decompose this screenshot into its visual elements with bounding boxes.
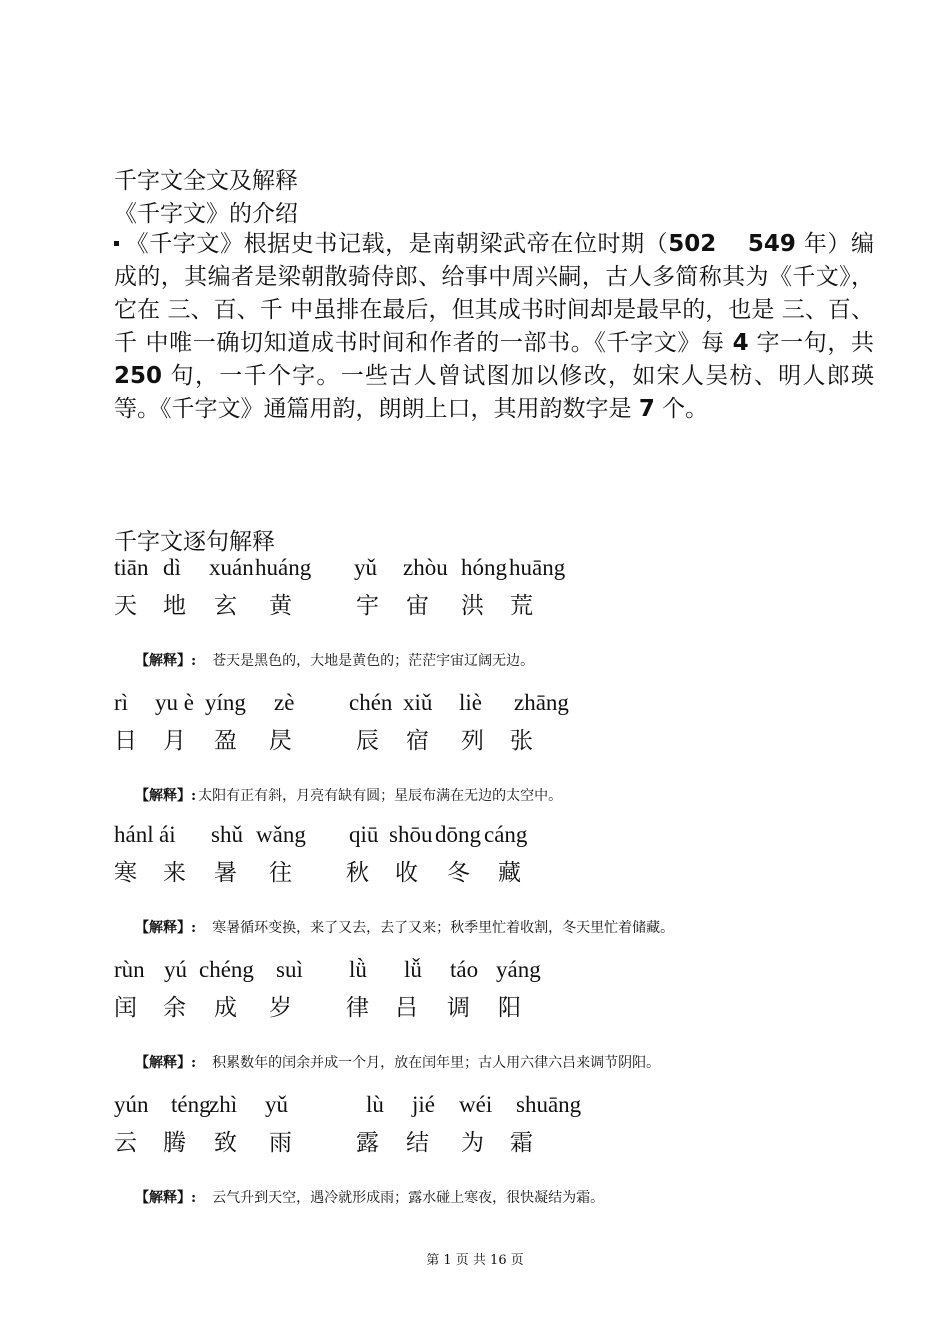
pinyin-syllable: lǚ [404, 957, 422, 982]
explanation-label: 【解释】: [135, 1190, 197, 1206]
explanation-label: 【解释】: [135, 653, 197, 669]
hanzi-character: 律 [346, 995, 369, 1021]
hanzi-character: 张 [510, 728, 533, 754]
number-seven: 7 [638, 396, 655, 422]
hanzi-character: 昃 [269, 728, 292, 754]
hanzi-character: 宿 [406, 728, 429, 754]
pinyin-syllable: yu è [155, 690, 194, 715]
hanzi-character: 闰 [114, 995, 137, 1021]
pinyin-syllable: rùn [114, 957, 145, 982]
explanation-label: 【解释】: [135, 920, 197, 936]
pinyin-syllable: xuán [209, 555, 254, 580]
hanzi-character: 腾 [163, 1130, 186, 1156]
pinyin-syllable: lǜ [349, 957, 367, 982]
hanzi-character: 宇 [356, 593, 379, 619]
hanzi-character: 雨 [269, 1130, 292, 1156]
hanzi-character: 黄 [269, 593, 292, 619]
hanzi-character: 吕 [395, 995, 418, 1021]
pinyin-syllable: ái [159, 822, 176, 847]
pinyin-syllable: tiān [114, 555, 149, 580]
year-end: 549 [747, 231, 796, 257]
hanzi-character: 玄 [214, 593, 237, 619]
intro-text-1: 《千字文》根据史书记载，是南朝梁武帝在位时期（ [125, 231, 669, 257]
pinyin-syllable: suì [276, 957, 303, 982]
hanzi-character: 天 [114, 593, 137, 619]
pinyin-syllable: yún [114, 1092, 149, 1117]
year-start: 502 [668, 231, 717, 257]
pinyin-syllable: dōng [435, 822, 481, 847]
hanzi-character: 月 [163, 728, 186, 754]
hanzi-character: 往 [269, 860, 292, 886]
section-heading: 千字文逐句解释 [114, 529, 275, 555]
hanzi-character: 霜 [510, 1130, 533, 1156]
explanation-label: 【解释】: [135, 788, 197, 804]
intro-paragraph [114, 228, 874, 426]
hanzi-character: 阳 [498, 995, 521, 1021]
pinyin-syllable: yǔ [354, 555, 377, 580]
hanzi-character: 暑 [214, 860, 237, 886]
hanzi-character: 冬 [447, 860, 470, 886]
hanzi-character: 露 [356, 1130, 379, 1156]
pinyin-syllable: xiǔ [403, 690, 433, 715]
pinyin-syllable: hóng [461, 555, 507, 580]
hanzi-character: 藏 [498, 860, 521, 886]
hanzi-character: 宙 [406, 593, 429, 619]
pinyin-syllable: shǔ [211, 822, 243, 847]
pinyin-syllable: wéi [459, 1092, 493, 1117]
hanzi-character: 辰 [356, 728, 379, 754]
verse-explanation [135, 1187, 604, 1207]
pinyin-syllable: téng [171, 1092, 211, 1117]
hanzi-character: 余 [163, 995, 186, 1021]
pinyin-syllable: zhì [209, 1092, 238, 1117]
pinyin-syllable: liè [459, 690, 482, 715]
verse-explanation [135, 917, 674, 937]
hanzi-character: 寒 [114, 860, 137, 886]
hanzi-character: 调 [447, 995, 470, 1021]
hanzi-character: 荒 [510, 593, 533, 619]
hanzi-character: 收 [395, 860, 418, 886]
pinyin-syllable: hánl [114, 822, 154, 847]
hanzi-character: 盈 [214, 728, 237, 754]
pinyin-syllable: yǔ [265, 1092, 288, 1117]
intro-heading: 《千字文》的介绍 [114, 201, 298, 227]
verse-explanation [135, 650, 534, 670]
pinyin-syllable: zhāng [514, 690, 569, 715]
hanzi-character: 为 [461, 1130, 484, 1156]
pinyin-syllable: wǎng [256, 822, 306, 847]
intro-text-2: 年）编成的，其编者是梁朝散骑侍郎、给事中周兴嗣，古人多简称其为《千文》，它在 三、百、千 中虽排在最后，但其成书时间却是最早的，也是 三、百、千 中唯一确切知道成书时间和作者的一部书。《千字文》每 [114, 231, 874, 356]
pinyin-syllable: chén [349, 690, 393, 715]
explanation-text: 积累数年的闰余并成一个月，放在闰年里；古人用六律六吕来调节阴阳。 [212, 1055, 661, 1071]
pinyin-syllable: rì [114, 690, 129, 715]
number-250: 250 [114, 363, 163, 389]
explanation-text: 云气升到天空，遇冷就形成雨；露水碰上寒夜，很快凝结为霜。 [212, 1190, 605, 1206]
pinyin-syllable: táo [450, 957, 479, 982]
hanzi-character: 来 [163, 860, 186, 886]
pinyin-syllable: huáng [255, 555, 312, 580]
intro-text-3: 字一句，共 [756, 330, 875, 356]
hanzi-character: 成 [214, 995, 237, 1021]
pinyin-syllable: jié [412, 1092, 435, 1117]
explanation-text: 太阳有正有斜，月亮有缺有圆；星辰布满在无边的太空中。 [198, 788, 563, 804]
pinyin-syllable: lù [366, 1092, 384, 1117]
pinyin-syllable: shōu [389, 822, 433, 847]
explanation-text: 苍天是黑色的，大地是黄色的；茫茫宇宙辽阔无边。 [212, 653, 535, 669]
hanzi-character: 云 [114, 1130, 137, 1156]
pinyin-syllable: chéng [199, 957, 254, 982]
pinyin-syllable: yáng [496, 957, 541, 982]
intro-text-5: 个。 [662, 396, 709, 422]
pinyin-syllable: shuāng [516, 1092, 582, 1117]
pinyin-syllable: qiū [349, 822, 379, 847]
bullet-icon [114, 241, 119, 246]
verse-explanation [135, 1052, 660, 1072]
pinyin-syllable: huāng [509, 555, 566, 580]
explanation-label: 【解释】: [135, 1055, 197, 1071]
page-footer: 第 1 页 共 16 页 [426, 1253, 524, 1268]
hanzi-character: 洪 [461, 593, 484, 619]
pinyin-syllable: yíng [205, 690, 246, 715]
pinyin-syllable: dì [163, 555, 181, 580]
hanzi-character: 日 [114, 728, 137, 754]
hanzi-character: 结 [406, 1130, 429, 1156]
pinyin-syllable: yú [164, 957, 187, 982]
explanation-text: 寒暑循环变换，来了又去，去了又来；秋季里忙着收割，冬天里忙着储藏。 [212, 920, 675, 936]
pinyin-syllable: zè [274, 690, 295, 715]
hanzi-character: 秋 [346, 860, 369, 886]
pinyin-syllable: zhòu [403, 555, 448, 580]
hanzi-character: 致 [214, 1130, 237, 1156]
intro-text-4: 句，一千个字。一些古人曾试图加以修改，如宋人吴枋、明人郎瑛等。《千字文》通篇用韵，朗朗上口，其用韵数字是 [114, 363, 875, 422]
pinyin-syllable: cáng [484, 822, 528, 847]
hanzi-character: 地 [163, 593, 186, 619]
verse-explanation [135, 785, 562, 805]
hanzi-character: 列 [461, 728, 484, 754]
document-title: 千字文全文及解释 [114, 168, 298, 194]
hanzi-character: 岁 [269, 995, 292, 1021]
number-four: 4 [732, 330, 749, 356]
